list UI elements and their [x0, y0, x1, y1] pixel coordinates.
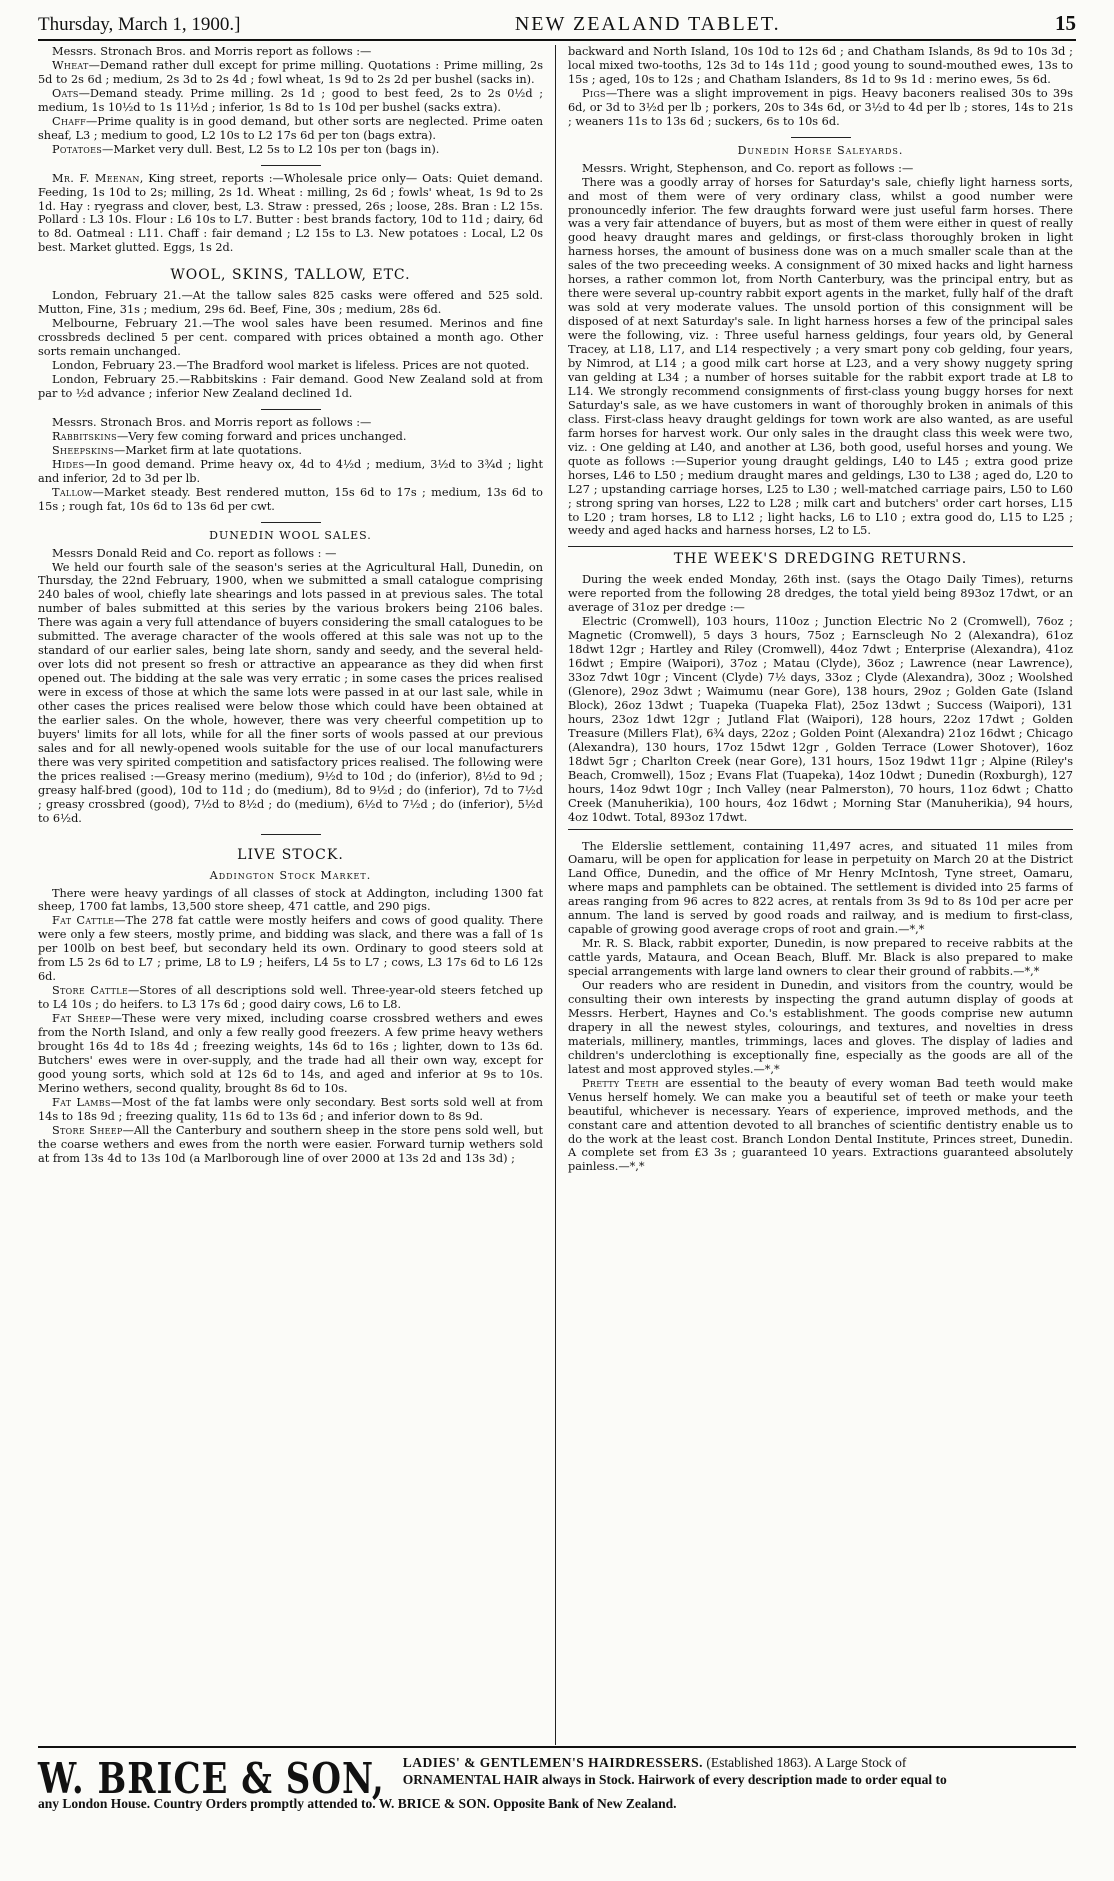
- store-sheep-continued: backward and North Island, 10s 10d to 12s 6d ; and Chatham Islands, 8s 9d to 10s 3d ; local mixed two-tooths, 12s 3d to 14s 11d ; good young to sound-mouthed ewes, 13s to 15s ; aged, 10s to 12s ; and Chatham Islanders, 8s 1d to 9s 1d : merino ewes, 5s 6d.: [568, 45, 1073, 86]
- hides-report: Hides—In good demand. Prime heavy ox, 4d to 4½d ; medium, 3½d to 3¾d ; light and inferior, 2d to 3d per lb.: [38, 457, 543, 485]
- horse-saleyards-heading: Dunedin Horse Saleyards.: [737, 143, 904, 157]
- stronach2-intro: Messrs. Stronach Bros. and Morris report as follows :—: [52, 415, 372, 429]
- horse-intro: Messrs. Wright, Stephenson, and Co. report as follows :—: [582, 161, 914, 175]
- ad-line-3: any London House. Country Orders promptly attended to. W. BRICE & SON. Opposite Bank of New Zealand.: [38, 1796, 677, 1811]
- wool-london-3: London, February 25.—Rabbitskins : Fair demand. Good New Zealand sold at from par to ½d advance ; inferior New Zealand declined 1d.: [38, 373, 543, 400]
- dunedin-wool-heading: DUNEDIN WOOL SALES.: [209, 528, 372, 542]
- spacer: [568, 830, 1073, 840]
- wool-london-1: London, February 21.—At the tallow sales 825 casks were offered and 525 sold. Mutton, Fine, 31s ; medium, 29s 6d. Beef, Fine, 30s ; medium, 28s 6d.: [38, 289, 543, 317]
- herbert-note: Our readers who are resident in Dunedin, and visitors from the country, would be consulting their own interests by inspecting the grand autumn display of goods at Messrs. Herbert, Haynes and Co.'s establishment. The goods comprise new autumn drapery in all the newest styles, colourings, and textures, and novelties in dress materials, millinery, mantles, trimmings, laces and gloves. The display of ladies and children's underclothing is exceptionally fine, especially as the goods are all of the latest and most approved styles.—*,*: [568, 979, 1073, 1076]
- dunedin-wool-intro: Messrs Donald Reid and Co. report as follows : —: [52, 546, 337, 560]
- divider-rule: [261, 165, 321, 166]
- issue-date: Thursday, March 1, 1900.]: [38, 14, 241, 35]
- wool-heading: WOOL, SKINS, TALLOW, ETC.: [170, 267, 411, 284]
- rabbitskins-report: Rabbitskins—Very few coming forward and prices unchanged.: [52, 429, 407, 443]
- footer-advertisement: [38, 1746, 1076, 1844]
- fat-sheep-report: Fat Sheep—These were very mixed, including coarse crossbred wethers and ewes from the North Island, and only a few really good freezers. A few prime heavy wethers brought 16s 4d to 18s 4d ; freezing weights, 14s 6d to 16s ; lighter, down to 13s 6d. Butchers' ewes were in over-supply, and the trade had all their own way, except for good young sorts, which sold at 12s 6d to 14s, and aged and inferior at 9s to 10s. Merino wethers, second quality, brought 8s 6d to 10s.: [38, 1012, 543, 1095]
- livestock-heading: LIVE STOCK.: [237, 846, 344, 863]
- store-cattle-report: Store Cattle—Stores of all descriptions sold well. Three-year-old steers fetched up to L4 10s ; do heifers. to L3 17s 6d ; good dairy cows, L6 to L8.: [38, 984, 543, 1012]
- stronach-intro: Messrs. Stronach Bros. and Morris report as follows :—: [52, 45, 372, 58]
- paper-title: NEW ZEALAND TABLET.: [514, 13, 781, 35]
- livestock-intro: There were heavy yardings of all classes of stock at Addington, including 1300 fat sheep, 1700 fat lambs, 13,500 store sheep, 471 cattle, and 290 pigs.: [38, 886, 543, 914]
- dredging-intro: During the week ended Monday, 26th inst. (says the Otago Daily Times), returns were reported from the following 28 dredges, the total yield being 893oz 17dwt, or an average of 31oz per dredge :—: [568, 573, 1073, 615]
- horse-body: There was a goodly array of horses for Saturday's sale, chiefly light harness sorts, and most of them were of very ordinary class, whilst a good number were pronouncedly inferior. The few draughts forward were just useful farm horses. There was a very fair attendance of buyers, but as most of them were either in quest of really good heavy draught mares and geldings, or first-class thoroughly broken in light harness horses, the amount of business done was on a much smaller scale than at the sales of the two preceeding weeks. A consignment of 30 mixed hacks and light harness horses, a rather common lot, from North Canterbury, was the principal entry, but as there were several up-country rabbit export agents in the market, fully half of the draft was sold at very moderate values. The unsold portion of this consignment will be disposed of at next Saturday's sale. In light harness horses a few of the principal sales were the following, viz. : Three useful harness geldings, four years old, by General Tracey, at L18, L17, and L14 respectively ; a very smart pony cob gelding, four years, by Nimrod, at L14 ; a good milk cart horse at L23, and a very showy nuggety spring van gelding at L34 ; a number of horses suitable for the rabbit export trade at L8 to L14. We strongly recommend consignments of first-class young buggy horses for next Saturday's sale, as we have customers in want of thoroughly broken in animals of this class. First-class heavy draught geldings for town work are also wanted, as are useful farm horses for harvest work. Our only sales in the draught class this week were two, viz. : One gelding at L40, and another at L36, both good, useful horses and young. We quote as follows :—Superior young draught geldings, L40 to L45 ; extra good prize horses, L46 to L50 ; medium draught mares and geldings, L30 to L38 ; aged do, L20 to L27 ; upstanding carriage horses, L25 to L30 ; well-matched carriage pairs, L50 to L60 ; strong spring van horses, L22 to L28 ; milk cart and butchers' order cart horses, L15 to L20 ; tram horses, L8 to L12 ; light hacks, L6 to L10 ; extra good do, L15 to L25 ; weedy and aged hacks and harness horses, L2 to L5.: [568, 175, 1073, 538]
- wool-london-2: London, February 23.—The Bradford wool market is lifeless. Prices are not quoted.: [52, 359, 530, 373]
- black-note: Mr. R. S. Black, rabbit exporter, Dunedin, is now prepared to receive rabbits at the cattle yards, Mataura, and Ocean Beach, Bluff. Mr. Black is also prepared to make special arrangements with large land owners to clear their ground of rabbits.—*,*: [568, 937, 1073, 979]
- wool-melbourne: Melbourne, February 21.—The wool sales have been resumed. Merinos and fine crossbreds declined 5 per cent. compared with prices obtained a month ago. Other sorts remain unchanged.: [38, 317, 543, 359]
- brice-brand: W. BRICE & SON,: [38, 1754, 385, 1804]
- wheat-report: Wheat—Demand rather dull except for prime milling. Quotations : Prime milling, 2s 5d to 2s 6d ; medium, 2s 3d to 2s 4d ; fowl wheat, 1s 9d to 2s 2d per bushel (sacks in).: [38, 58, 543, 86]
- divider-rule: [791, 137, 851, 138]
- pigs-report: Pigs—There was a slight improvement in pigs. Heavy baconers realised 30s to 39s 6d, or 3d to 3½d per lb ; porkers, 20s to 34s 6d, or 3½d to 4d per lb ; stores, 14s to 21s ; weaners 11s to 13s 6d ; suckers, 6s to 10s 6d.: [568, 86, 1073, 128]
- teeth-note: Pretty Teeth are essential to the beauty of every woman Bad teeth would make Venus herself homely. We can make you a beautiful set of teeth or make your teeth beautiful, whichever is necessary. Years of experience, improved methods, and the constant care and attention devoted to all branches of scientific dentistry enable us to do the work at the least cost. Branch London Dental Institute, Princes street, Dunedin. A complete set from £3 3s ; guaranteed 10 years. Extractions guaranteed absolutely painless.—*,*: [568, 1076, 1073, 1174]
- sheepskins-report: Sheepskins—Market firm at late quotations.: [52, 443, 303, 457]
- running-head: [38, 12, 1076, 41]
- ad-line-2: ORNAMENTAL HAIR always in Stock. Hairwork of every description made to order equal to: [402, 1772, 947, 1787]
- fat-cattle-report: Fat Cattle—The 278 fat cattle were mostly heifers and cows of good quality. There were only a few steers, mostly prime, and bidding was slack, and there was a fall of 1s per 100lb on best beef, but secondary held its own. Ordinary to good steers sold at from L5 2s 6d to L7 ; prime, L8 to L9 ; heifers, L4 5s to L7 ; cows, L3 17s 6d to L6 12s 6d.: [38, 914, 544, 984]
- fat-lambs-report: Fat Lambs—Most of the fat lambs were only secondary. Best sorts sold well at from 14s to 18s 9d ; freezing quality, 11s 6d to 13s 6d ; and inferior down to 8s 9d.: [38, 1095, 543, 1123]
- dredging-heading: THE WEEK'S DREDGING RETURNS.: [673, 551, 968, 568]
- tallow-report: Tallow—Market steady. Best rendered mutton, 15s 6d to 17s ; medium, 13s 6d to 15s ; rough fat, 10s 6d to 13s 6d per cwt.: [38, 485, 543, 513]
- chaff-report: Chaff—Prime quality is in good demand, but other sorts are neglected. Prime oaten sheaf, L3 ; medium to good, L2 10s to L2 17s 6d per ton (bags extra).: [38, 114, 543, 142]
- potatoes-report: Potatoes—Market very dull. Best, L2 5s to L2 10s per ton (bags in).: [52, 142, 440, 156]
- dredging-section: [568, 546, 1073, 829]
- right-column: [556, 45, 1073, 1745]
- store-sheep-report: Store Sheep—All the Canterbury and southern sheep in the store pens sold well, but the coarse wethers and ewes from the north were easier. Forward turnip wethers sold at from 13s 4d to 13s 10d (a Marlborough line of over 2000 at 13s 2d and 13s 3d) ;: [38, 1123, 543, 1165]
- oats-report: Oats—Demand steady. Prime milling. 2s 1d ; good to best feed, 2s to 2s 0½d ; medium, 1s 10½d to 1s 11½d ; inferior, 1s 8d to 1s 10d per bushel (sacks extra).: [38, 86, 543, 114]
- addington-heading: Addington Stock Market.: [209, 868, 372, 882]
- dunedin-wool-body: We held our fourth sale of the season's series at the Agricultural Hall, Dunedin, on Thursday, the 22nd February, 1900, when we submitted a small catalogue comprising 240 bales of wool, chiefly late shearings and lots passed in at previous sales. The total number of bales submitted at this series by the various brokers being 2106 bales. There was again a very full attendance of buyers considering the small catalogues to be submitted. The average character of the wools offered at this sale was not up to the standard of our earlier sales, being late shorn, sandy and seedy, and the several held-over lots did not present so fresh or attractive an appearance as they did when first opened out. The bidding at the sale was very erratic ; in some cases the prices realised were in excess of those at which the same lots were passed in at our last sale, while in other cases the prices realised were below those which could have been obtained at the earlier sales. On the whole, however, there was very cheerful competition up to buyers' limits for all lots, while for all the finer sorts of wools passed at our previous sales and for all newly-opened wools suitable for the use of our local manufacturers there was very spirited competition and satisfactory prices realised. The following were the prices realised :—Greasy merino (medium), 9½d to 10d ; do (inferior), 8½d to 9d ; greasy half-bred (good), 10d to 11d ; do (medium), 8d to 9½d ; do (inferior), 7d to 7½d ; greasy crossbred (good), 7½d to 8½d ; do (medium), 6½d to 7½d ; do (inferior), 5½d to 6½d.: [38, 560, 543, 825]
- ad-text: [403, 1754, 947, 1788]
- page-number: 15: [1054, 11, 1076, 35]
- dredging-list: Electric (Cromwell), 103 hours, 110oz ; Junction Electric No 2 (Cromwell), 76oz ; Magnetic (Cromwell), 5 days 3 hours, 75oz ; Earnscleugh No 2 (Alexandra), 61oz 18dwt 12gr ; Hartley and Riley (Cromwell), 44oz 7dwt ; Enterprise (Alexandra), 41oz 16dwt ; Empire (Waipori), 37oz ; Matau (Clyde), 36oz ; Lawrence (near Lawrence), 33oz 7dwt 10gr ; Vincent (Clyde) 7½ days, 33oz ; Clyde (Alexandra), 30oz ; Woolshed (Glenore), 29oz 3dwt ; Waimumu (near Gore), 138 hours, 29oz ; Golden Gate (Island Block), 26oz 13dwt ; Tuapeka (Tuapeka Flat), 25oz 13dwt ; Success (Waipori), 131 hours, 23oz 1dwt 12gr ; Jutland Flat (Waipori), 128 hours, 22oz 17dwt ; Golden Treasure (Millers Flat), 6¾ days, 22oz ; Golden Point (Alexandra) 21oz 16dwt ; Chicago (Alexandra), 130 hours, 17oz 15dwt 12gr , Golden Terrace (Lower Shotover), 16oz 18dwt 5gr ; Charlton Creek (near Gore), 131 hours, 15oz 19dwt 11gr ; Alpine (Riley's Beach, Cromwell), 15oz ; Evans Flat (Tuapeka), 14oz 10dwt ; Dunedin (Roxburgh), 127 hours, 14oz 9dwt 10gr ; Inch Valley (near Palmerston), 70 hours, 11oz 6dwt ; Chatto Creek (Manuherikia), 100 hours, 4oz 16dwt ; Morning Star (Manuherikia), 94 hours, 4oz 10dwt. Total, 893oz 17dwt.: [568, 615, 1073, 824]
- ad-line-1: LADIES' & GENTLEMEN'S HAIRDRESSERS. (Established 1863). A Large Stock of: [402, 1755, 907, 1770]
- left-column: [38, 45, 556, 1745]
- article-columns: [38, 45, 1076, 1745]
- divider-rule: [261, 409, 321, 410]
- elderslie-note: The Elderslie settlement, containing 11,497 acres, and situated 11 miles from Oamaru, will be open for application for lease in perpetuity on March 20 at the District Land Office, Dunedin, and the office of Mr Henry McIntosh, Tyne street, Oamaru, where maps and pamphlets can be obtained. The settlement is divided into 25 farms of areas ranging from 96 acres to 822 acres, at rentals from 3s 9d to 8s 10d per acre per annum. The land is served by good roads and railway, and is medium to first-class, capable of growing good average crops of root and grain.—*,*: [568, 839, 1073, 937]
- divider-rule: [261, 522, 321, 523]
- meenan-report: Mr. F. Meenan, King street, reports :—Wholesale price only— Oats: Quiet demand. Feeding, 1s 10d to 2s; milling, 2s 1d. Wheat : milling, 2s 6d ; fowls' wheat, 1s 9d to 2s 1d. Hay : ryegrass and clover, best, L3. Straw : pressed, 26s ; loose, 28s. Bran : L2 15s. Pollard : L3 10s. Flour : L6 10s to L7. Butter : best brands factory, 10d to 11d ; dairy, 6d to 8d. Oatmeal : L11. Chaff : fair demand ; L2 15s to L3. New potatoes : Local, L2 0s best. Market glutted. Eggs, 1s 2d.: [38, 171, 543, 255]
- divider-rule: [261, 834, 321, 835]
